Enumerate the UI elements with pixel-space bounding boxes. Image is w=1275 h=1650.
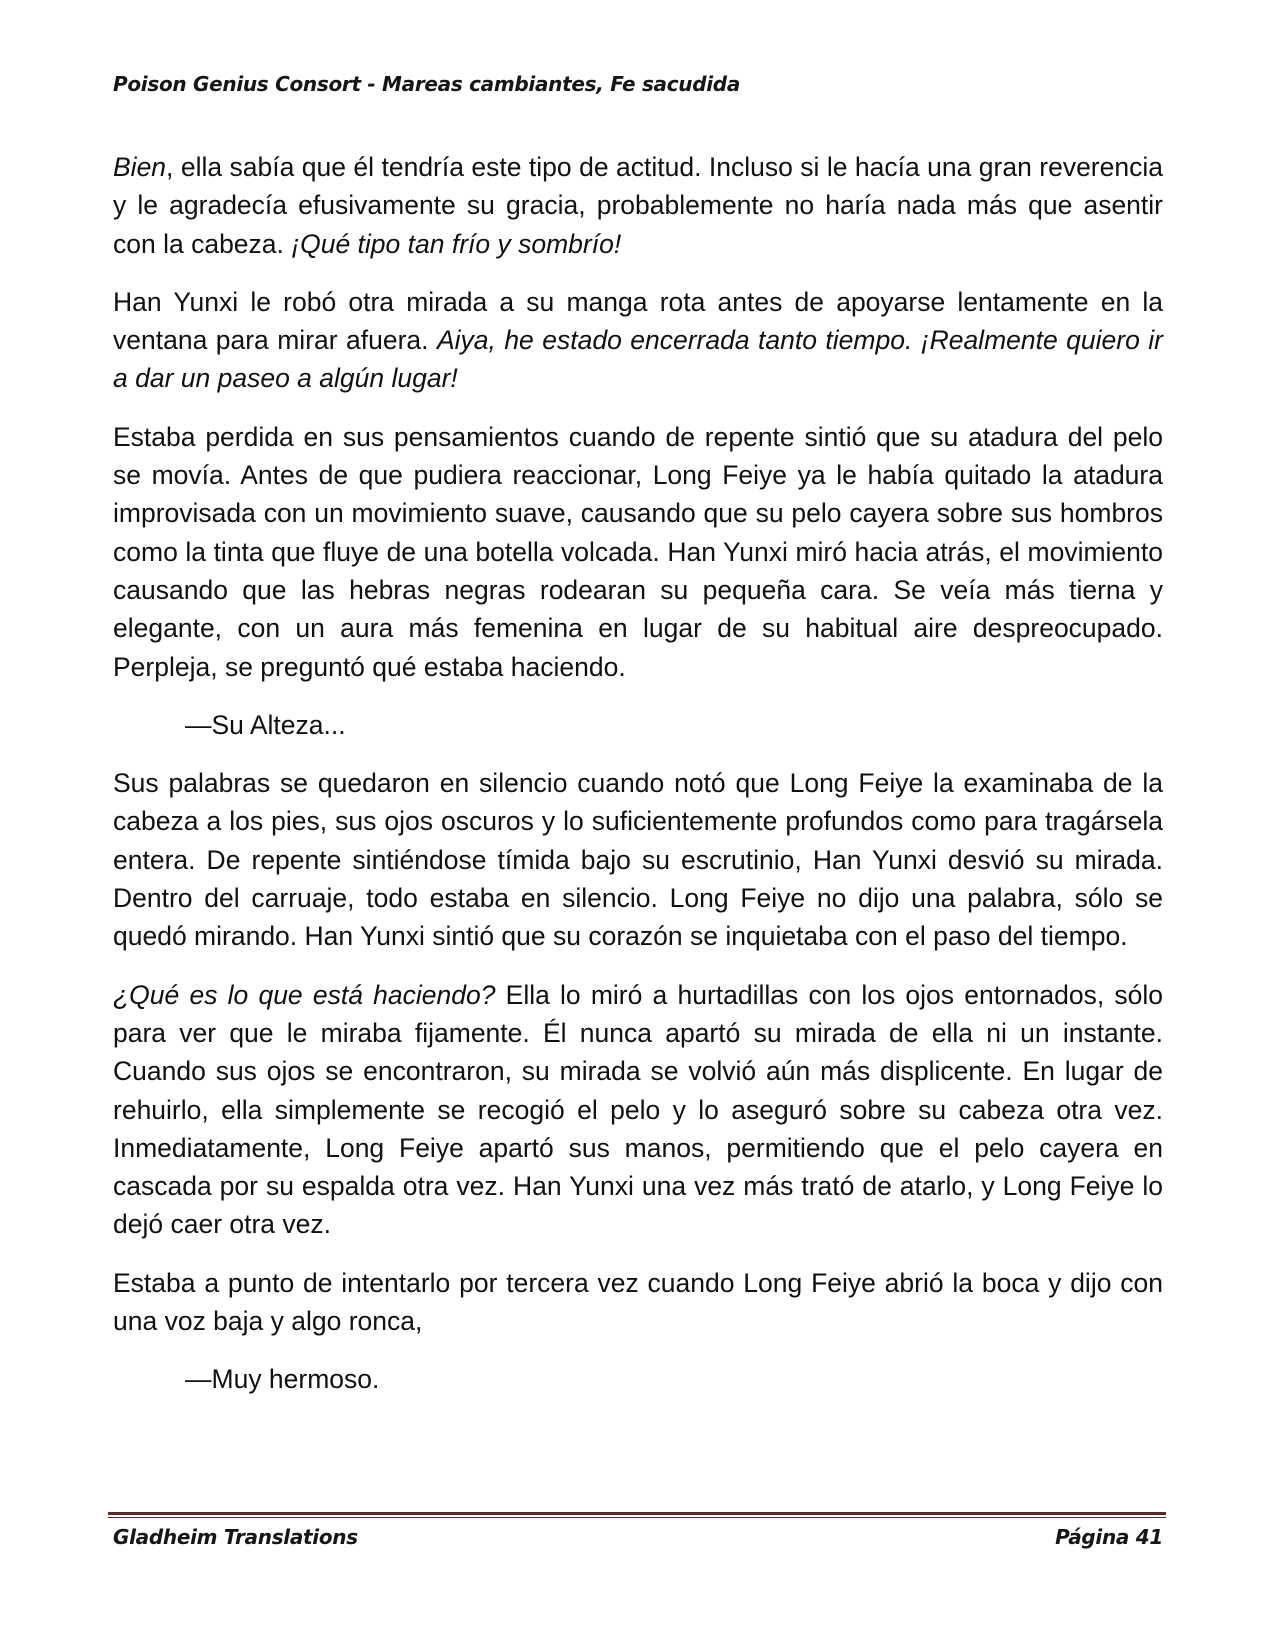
paragraph-1 [113,148,1163,263]
dialogue-line-2: —Muy hermoso. [185,1364,380,1395]
page-header-title: Poison Genius Consort - Mareas cambiantes, Fe sacudida [113,72,741,96]
footer-page-number: Página 41 [1055,1525,1163,1549]
paragraph-2-text: Han Yunxi le robó otra mirada a su manga rota antes de apoyarse lentamente en la ventana para mirar afuera. [113,286,1163,356]
paragraph-3: Estaba perdida en sus pensamientos cuando de repente sintió que su atadura del pelo se movía. Antes de que pudiera reaccionar, Long Feiye ya le había quitado la atadura improvisada con un movimiento suave, causando que su pelo cayera sobre sus hombros como la tinta que fluye de una botella volcada. Han Yunxi miró hacia atrás, el movimiento causando que las hebras negras rodearan su pequeña cara. Se veía más tierna y elegante, con un aura más femenina en lugar de su habitual aire despreocupado. Perpleja, se preguntó qué estaba haciendo. [113,421,1163,682]
footer-rule-thick [108,1512,1166,1515]
paragraph-6-italic: ¿Qué es lo que está haciendo? [113,979,496,1010]
footer-publisher: Gladheim Translations [113,1525,358,1549]
paragraph-6 [113,976,1163,1244]
paragraph-5: Sus palabras se quedaron en silencio cuando notó que Long Feiye la examinaba de la cabeza a los pies, sus ojos oscuros y lo suficientemente profundos como para tragársela entera. De repente sintiéndose tímida bajo su escrutinio, Han Yunxi desvió su mirada. Dentro del carruaje, todo estaba en silencio. Long Feiye no dijo una palabra, sólo se quedó mirando. Han Yunxi sintió que su corazón se inquietaba con el paso del tiempo. [113,768,1163,952]
paragraph-1-italic-end: ¡Qué tipo tan frío y sombrío! [291,228,622,259]
paragraph-7: Estaba a punto de intentarlo por tercera vez cuando Long Feiye abrió la boca y dijo con una voz baja y algo ronca, [113,1267,1163,1337]
paragraph-2 [113,283,1163,398]
paragraph-6-text: Ella lo miró a hurtadillas con los ojos entornados, sólo para ver que le miraba fijamente. Él nunca apartó su mirada de ella ni un instante. Cuando sus ojos se encontraron, su mirada se volvió aún más displicente. En lugar de rehuirlo, ella simplemente se recogió el pelo y lo aseguró sobre su cabeza otra vez. Inmediatamente, Long Feiye apartó sus manos, permitiendo que el pelo cayera en cascada por su espalda otra vez. Han Yunxi una vez más trató de atarlo, y Long Feiye lo dejó caer otra vez. [113,979,1164,1240]
dialogue-line-1: —Su Alteza... [185,709,346,740]
footer-rule-thin [108,1517,1166,1518]
paragraph-1-italic-start: Bien [113,152,167,182]
paragraph-1-text: , ella sabía que él tendría este tipo de actitud. Incluso si le hacía una gran reverencia y le agradecía efusivamente su gracia, probablemente no haría nada más que asentir con la cabeza. [113,152,1163,259]
paragraph-2-italic: Aiya, he estado encerrada tanto tiempo. ¡Realmente quiero ir a dar un paseo a algún lugar! [113,325,1163,394]
document-body [113,148,1163,1419]
